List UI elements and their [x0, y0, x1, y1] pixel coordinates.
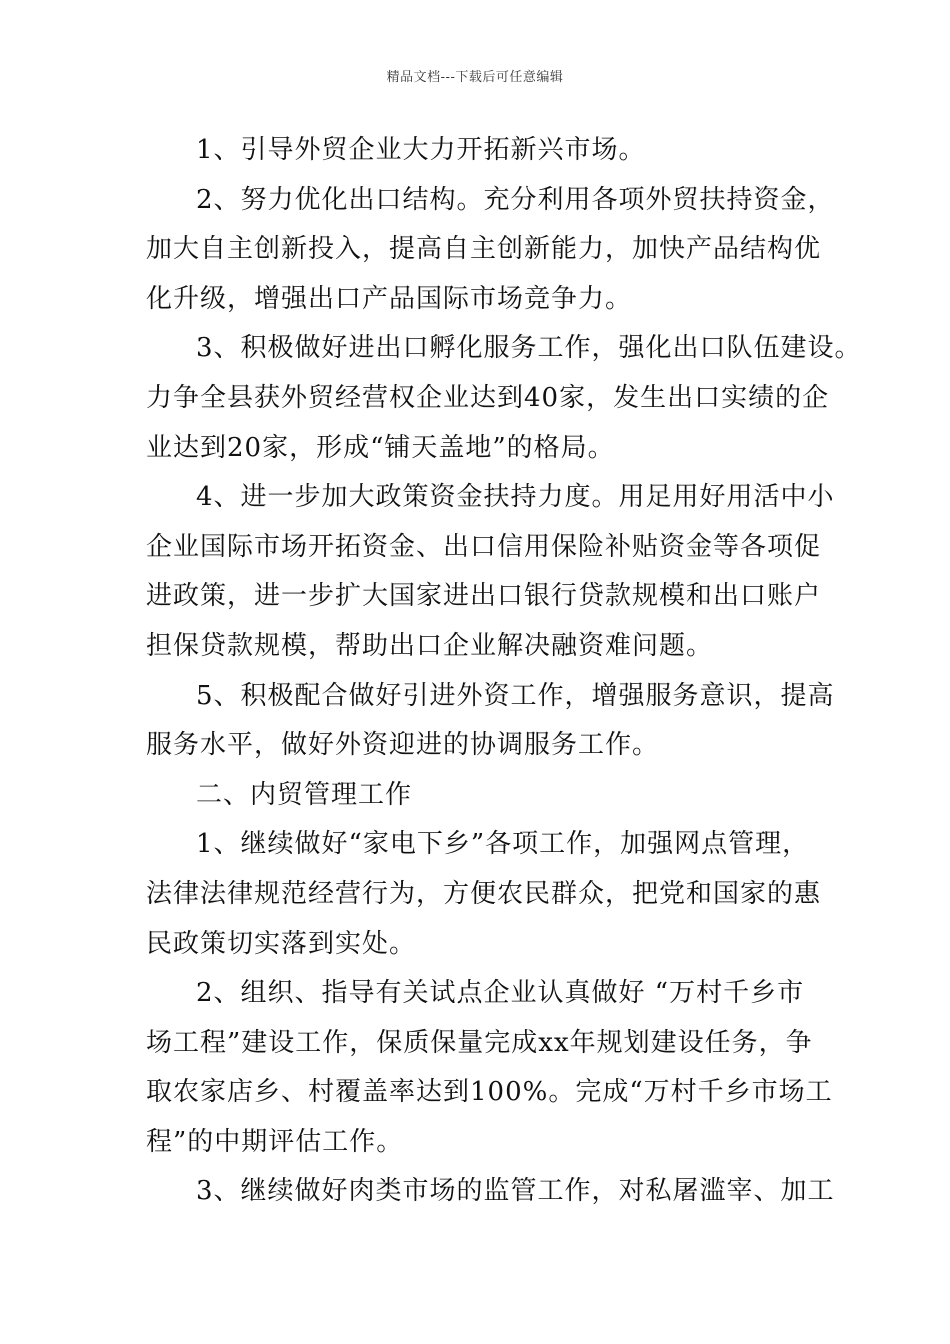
text-line: 场工程”建设工作，保质保量完成xx年规划建设任务，争: [146, 1027, 813, 1058]
text-line: 4、进一步加大政策资金扶持力度。用足用好用活中小: [196, 482, 835, 513]
text-line: 取农家店乡、村覆盖率达到100%。完成“万村千乡市场工: [146, 1077, 833, 1108]
text-line: 2、组织、指导有关试点企业认真做好 “万村千乡市: [196, 978, 805, 1009]
text-line: 力争全县获外贸经营权企业达到40家，发生出口实绩的企: [146, 382, 830, 413]
text-line: 5、积极配合做好引进外资工作，增强服务意识，提高: [196, 680, 835, 711]
page-header: 精品文档---下载后可任意编辑: [386, 70, 564, 85]
text-line: 进政策，进一步扩大国家进出口银行贷款规模和出口账户: [146, 581, 822, 612]
text-line: 加大自主创新投入，提高自主创新能力，加快产品结构优: [146, 234, 822, 265]
text-line: 化升级，增强出口产品国际市场竞争力。: [146, 283, 633, 314]
text-line: 1、继续做好“家电下乡”各项工作，加强网点管理，: [196, 829, 810, 860]
text-line: 1、引导外贸企业大力开拓新兴市场。: [196, 135, 646, 165]
document-body: [146, 126, 862, 1217]
section-heading: 二、内贸管理工作: [196, 779, 413, 810]
text-line: 企业国际市场开拓资金、出口信用保险补贴资金等各项促: [146, 531, 822, 562]
text-line: 民政策切实落到实处。: [146, 928, 417, 959]
text-line: 担保贷款规模，帮助出口企业解决融资难问题。: [146, 630, 714, 661]
text-line: 3、积极做好进出口孵化服务工作，强化出口队伍建设。: [196, 333, 862, 364]
text-line: 3、继续做好肉类市场的监管工作，对私屠滥宰、加工: [196, 1176, 835, 1207]
text-line: 2、努力优化出口结构。充分利用各项外贸扶持资金，: [196, 184, 835, 215]
text-line: 程”的中期评估工作。: [146, 1126, 404, 1157]
text-line: 法律法律规范经营行为，方便农民群众，把党和国家的惠: [146, 878, 822, 909]
text-line: 业达到20家，形成“铺天盖地”的格局。: [146, 432, 615, 463]
text-line: 服务水平，做好外资迎进的协调服务工作。: [146, 730, 660, 761]
